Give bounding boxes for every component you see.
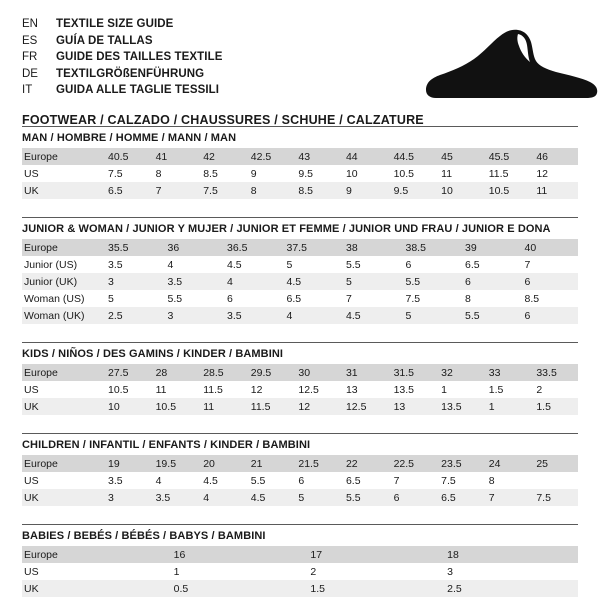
size-cell: 38.5 bbox=[400, 239, 460, 256]
size-cell: 6.5 bbox=[286, 292, 302, 305]
size-cell: 6.5 bbox=[102, 182, 150, 199]
size-cell: 19.5 bbox=[150, 455, 198, 472]
size-table-row bbox=[22, 563, 578, 580]
language-title: TEXTILE SIZE GUIDE bbox=[56, 18, 174, 30]
size-cell: 2 bbox=[536, 383, 543, 396]
size-cell: 3.5 bbox=[162, 273, 222, 290]
size-cell: 27.5 bbox=[102, 364, 150, 381]
size-cell: 12.5 bbox=[298, 383, 319, 396]
size-cell: 23.5 bbox=[435, 455, 483, 472]
size-cell: 10.5 bbox=[393, 167, 414, 180]
size-cell: 16 bbox=[168, 546, 305, 563]
size-cell: 10.5 bbox=[108, 383, 129, 396]
size-cell: 44 bbox=[340, 148, 388, 165]
size-cell: 40.5 bbox=[102, 148, 150, 165]
size-section bbox=[22, 433, 578, 506]
size-cell: 9 bbox=[250, 167, 257, 180]
size-cell: 45 bbox=[435, 148, 483, 165]
footwear-category-title: FOOTWEAR / CALZADO / CHAUSSURES / SCHUHE / CALZATURE bbox=[22, 112, 424, 127]
size-cell: 39 bbox=[459, 239, 519, 256]
size-table bbox=[22, 546, 578, 597]
size-row-label: US bbox=[24, 383, 39, 396]
size-cell: 11 bbox=[530, 182, 578, 199]
size-cell: 5.5 bbox=[459, 307, 519, 324]
size-cell: 33.5 bbox=[530, 364, 578, 381]
size-row-label: Woman (UK) bbox=[22, 307, 102, 324]
size-row-label: US bbox=[24, 565, 39, 578]
size-row-label: Junior (UK) bbox=[22, 273, 102, 290]
size-cell: 10.5 bbox=[483, 182, 531, 199]
language-code: FR bbox=[22, 51, 38, 63]
size-cell: 8.5 bbox=[524, 292, 540, 305]
size-cell: 8 bbox=[488, 474, 495, 487]
size-table-row bbox=[22, 290, 578, 307]
size-cell: 6.5 bbox=[345, 474, 361, 487]
language-row bbox=[22, 49, 223, 66]
language-code: DE bbox=[22, 67, 38, 80]
size-cell: 10 bbox=[345, 167, 358, 180]
size-cell: 10.5 bbox=[150, 398, 198, 415]
size-cell: 18 bbox=[441, 546, 578, 563]
size-cell: 2.5 bbox=[441, 580, 578, 597]
size-cell: 22.5 bbox=[388, 455, 436, 472]
size-cell: 4 bbox=[197, 489, 245, 506]
size-cell: 36.5 bbox=[221, 239, 281, 256]
size-cell: 44.5 bbox=[388, 148, 436, 165]
language-code: IT bbox=[22, 84, 33, 96]
size-table-row bbox=[22, 381, 578, 398]
size-table bbox=[22, 148, 578, 199]
size-cell: 22 bbox=[340, 455, 388, 472]
size-cell: 29.5 bbox=[245, 364, 293, 381]
size-row-label: US bbox=[24, 167, 39, 180]
size-table bbox=[22, 364, 578, 415]
size-cell: 6 bbox=[298, 474, 305, 487]
size-cell: 4.5 bbox=[281, 273, 341, 290]
size-cell: 0.5 bbox=[168, 580, 305, 597]
size-cell: 13.5 bbox=[435, 398, 483, 415]
size-table bbox=[22, 239, 578, 324]
size-table-body bbox=[22, 455, 578, 506]
size-cell: 7.5 bbox=[197, 182, 245, 199]
size-cell: 1 bbox=[173, 565, 180, 578]
dress-shoe-icon bbox=[422, 28, 600, 100]
size-cell: 32 bbox=[435, 364, 483, 381]
size-cell: 12 bbox=[250, 383, 263, 396]
size-row-label: Europe bbox=[22, 455, 102, 472]
size-cell: 40 bbox=[519, 239, 579, 256]
language-title-list bbox=[22, 16, 223, 99]
size-cell: 38 bbox=[340, 239, 400, 256]
size-cell: 35.5 bbox=[102, 239, 162, 256]
size-cell: 8.5 bbox=[203, 167, 218, 180]
size-cell: 41 bbox=[150, 148, 198, 165]
size-table-body bbox=[22, 239, 578, 324]
size-cell: 24 bbox=[483, 455, 531, 472]
size-row-label: Europe bbox=[22, 148, 102, 165]
size-cell: 7 bbox=[393, 474, 400, 487]
size-row-label: UK bbox=[22, 489, 102, 506]
size-cell: 13 bbox=[345, 383, 358, 396]
size-cell: 4 bbox=[221, 273, 281, 290]
size-table-row bbox=[22, 580, 578, 597]
size-cell: 5.5 bbox=[400, 273, 460, 290]
size-table-row bbox=[22, 182, 578, 199]
size-row-label: Junior (US) bbox=[24, 258, 78, 271]
size-cell: 28.5 bbox=[197, 364, 245, 381]
size-table-body bbox=[22, 364, 578, 415]
size-table-row bbox=[22, 273, 578, 290]
size-cell: 4.5 bbox=[203, 474, 218, 487]
language-title: TEXTILGRÖßENFÜHRUNG bbox=[56, 67, 205, 80]
size-row-label: Woman (US) bbox=[24, 292, 85, 305]
size-section bbox=[22, 217, 578, 324]
size-cell: 5 bbox=[292, 489, 340, 506]
size-cell: 5.5 bbox=[167, 292, 183, 305]
size-cell: 4 bbox=[167, 258, 174, 271]
size-cell: 17 bbox=[304, 546, 441, 563]
size-table-body bbox=[22, 546, 578, 597]
size-cell: 8 bbox=[245, 182, 293, 199]
language-title-list-body bbox=[22, 16, 223, 99]
size-cell: 33 bbox=[483, 364, 531, 381]
size-cell: 7 bbox=[483, 489, 531, 506]
size-cell: 12 bbox=[536, 167, 549, 180]
size-cell: 30 bbox=[292, 364, 340, 381]
size-cell: 3 bbox=[447, 565, 454, 578]
size-cell: 3.5 bbox=[108, 474, 123, 487]
size-cell: 3 bbox=[162, 307, 222, 324]
language-row bbox=[22, 82, 223, 99]
size-table-row bbox=[22, 307, 578, 324]
size-cell: 6 bbox=[519, 273, 579, 290]
size-cell: 9.5 bbox=[298, 167, 313, 180]
size-cell: 4 bbox=[155, 474, 162, 487]
size-cell: 3.5 bbox=[221, 307, 281, 324]
size-cell bbox=[530, 472, 578, 489]
size-section bbox=[22, 524, 578, 597]
size-cell: 43 bbox=[292, 148, 340, 165]
size-cell: 7.5 bbox=[530, 489, 578, 506]
size-cell: 11 bbox=[155, 383, 167, 396]
size-cell: 13.5 bbox=[393, 383, 414, 396]
size-cell: 4 bbox=[281, 307, 341, 324]
document-header bbox=[22, 16, 578, 127]
size-cell: 3 bbox=[102, 273, 162, 290]
size-cell: 5.5 bbox=[250, 474, 266, 487]
size-cell: 11.5 bbox=[203, 383, 223, 396]
size-cell: 10 bbox=[435, 182, 483, 199]
size-cell: 5 bbox=[286, 258, 293, 271]
size-cell: 5.5 bbox=[346, 258, 361, 271]
size-row-label: Europe bbox=[22, 239, 102, 256]
size-cell: 6 bbox=[388, 489, 436, 506]
size-cell: 31 bbox=[340, 364, 388, 381]
size-cell: 10 bbox=[102, 398, 150, 415]
size-cell: 6.5 bbox=[465, 258, 480, 271]
size-section-title: JUNIOR & WOMAN / JUNIOR Y MUJER / JUNIOR ET FEMME / JUNIOR UND FRAU / JUNIOR E DONA bbox=[22, 217, 578, 235]
size-cell: 11 bbox=[197, 398, 245, 415]
size-cell: 11 bbox=[441, 167, 453, 180]
size-cell: 6 bbox=[459, 273, 519, 290]
size-row-label: UK bbox=[22, 580, 168, 597]
size-cell: 3 bbox=[102, 489, 150, 506]
size-cell: 8 bbox=[155, 167, 162, 180]
size-cell: 9 bbox=[340, 182, 388, 199]
size-cell: 6 bbox=[519, 307, 579, 324]
size-cell: 8 bbox=[465, 292, 471, 305]
size-table-row bbox=[22, 489, 578, 506]
size-table-row bbox=[22, 148, 578, 165]
size-cell: 3.5 bbox=[108, 258, 123, 271]
language-title: GUÍA DE TALLAS bbox=[56, 34, 153, 47]
size-cell: 5.5 bbox=[340, 489, 388, 506]
size-cell: 37.5 bbox=[281, 239, 341, 256]
size-cell: 2.5 bbox=[102, 307, 162, 324]
size-cell: 12 bbox=[292, 398, 340, 415]
size-cell: 11.5 bbox=[245, 398, 293, 415]
language-row bbox=[22, 16, 223, 33]
language-code: ES bbox=[22, 34, 38, 47]
size-cell: 6 bbox=[227, 292, 233, 305]
size-row-label: UK bbox=[22, 182, 102, 199]
size-cell: 6 bbox=[405, 258, 412, 271]
size-section-title: KIDS / NIÑOS / DES GAMINS / KINDER / BAMBINI bbox=[22, 342, 578, 360]
size-sections-container bbox=[22, 126, 578, 597]
language-row bbox=[22, 66, 223, 83]
size-cell: 9.5 bbox=[388, 182, 436, 199]
size-table-row bbox=[22, 364, 578, 381]
size-table-row bbox=[22, 455, 578, 472]
size-cell: 7.5 bbox=[405, 292, 421, 305]
size-cell: 36 bbox=[162, 239, 222, 256]
size-row-label: Europe bbox=[22, 546, 168, 563]
size-cell: 7.5 bbox=[441, 474, 456, 487]
size-section-title: CHILDREN / INFANTIL / ENFANTS / KINDER / BAMBINI bbox=[22, 433, 578, 451]
size-section bbox=[22, 126, 578, 199]
language-code: EN bbox=[22, 18, 38, 30]
size-cell: 7 bbox=[150, 182, 198, 199]
size-cell: 3.5 bbox=[150, 489, 198, 506]
size-cell: 2 bbox=[310, 565, 317, 578]
size-cell: 21.5 bbox=[292, 455, 340, 472]
size-cell: 1 bbox=[483, 398, 531, 415]
size-table-row bbox=[22, 398, 578, 415]
size-cell: 13 bbox=[388, 398, 436, 415]
size-table-row bbox=[22, 256, 578, 273]
size-table-row bbox=[22, 546, 578, 563]
size-cell: 31.5 bbox=[388, 364, 436, 381]
size-table-row bbox=[22, 472, 578, 489]
size-cell: 45.5 bbox=[483, 148, 531, 165]
size-cell: 4.5 bbox=[227, 258, 242, 271]
size-cell: 8.5 bbox=[292, 182, 340, 199]
language-title: GUIDA ALLE TAGLIE TESSILI bbox=[56, 84, 220, 96]
size-cell: 21 bbox=[245, 455, 293, 472]
size-cell: 7 bbox=[524, 258, 531, 271]
size-cell: 42 bbox=[197, 148, 245, 165]
size-cell: 12.5 bbox=[340, 398, 388, 415]
size-cell: 1.5 bbox=[304, 580, 441, 597]
size-row-label: US bbox=[24, 474, 39, 487]
size-section-title: BABIES / BEBÉS / BÉBÉS / BABYS / BAMBINI bbox=[22, 524, 578, 542]
language-row bbox=[22, 33, 223, 50]
size-section-title: MAN / HOMBRE / HOMME / MANN / MAN bbox=[22, 126, 578, 144]
size-cell: 11.5 bbox=[488, 167, 509, 180]
size-cell: 1.5 bbox=[488, 383, 504, 396]
size-cell: 1.5 bbox=[530, 398, 578, 415]
size-cell: 42.5 bbox=[245, 148, 293, 165]
size-cell: 28 bbox=[150, 364, 198, 381]
size-cell: 5 bbox=[400, 307, 460, 324]
size-cell: 4.5 bbox=[340, 307, 400, 324]
size-cell: 20 bbox=[197, 455, 245, 472]
size-table bbox=[22, 455, 578, 506]
size-table-row bbox=[22, 239, 578, 256]
size-table-row bbox=[22, 165, 578, 182]
size-row-label: UK bbox=[22, 398, 102, 415]
size-cell: 7 bbox=[346, 292, 352, 305]
size-cell: 25 bbox=[530, 455, 578, 472]
size-cell: 5 bbox=[108, 292, 114, 305]
size-cell: 5 bbox=[340, 273, 400, 290]
size-cell: 7.5 bbox=[108, 167, 123, 180]
size-cell: 1 bbox=[441, 383, 447, 396]
size-cell: 4.5 bbox=[245, 489, 293, 506]
size-row-label: Europe bbox=[22, 364, 102, 381]
size-table-body bbox=[22, 148, 578, 199]
size-section bbox=[22, 342, 578, 415]
size-cell: 46 bbox=[530, 148, 578, 165]
size-cell: 19 bbox=[102, 455, 150, 472]
size-cell: 6.5 bbox=[435, 489, 483, 506]
language-title: GUIDE DES TAILLES TEXTILE bbox=[56, 51, 223, 63]
